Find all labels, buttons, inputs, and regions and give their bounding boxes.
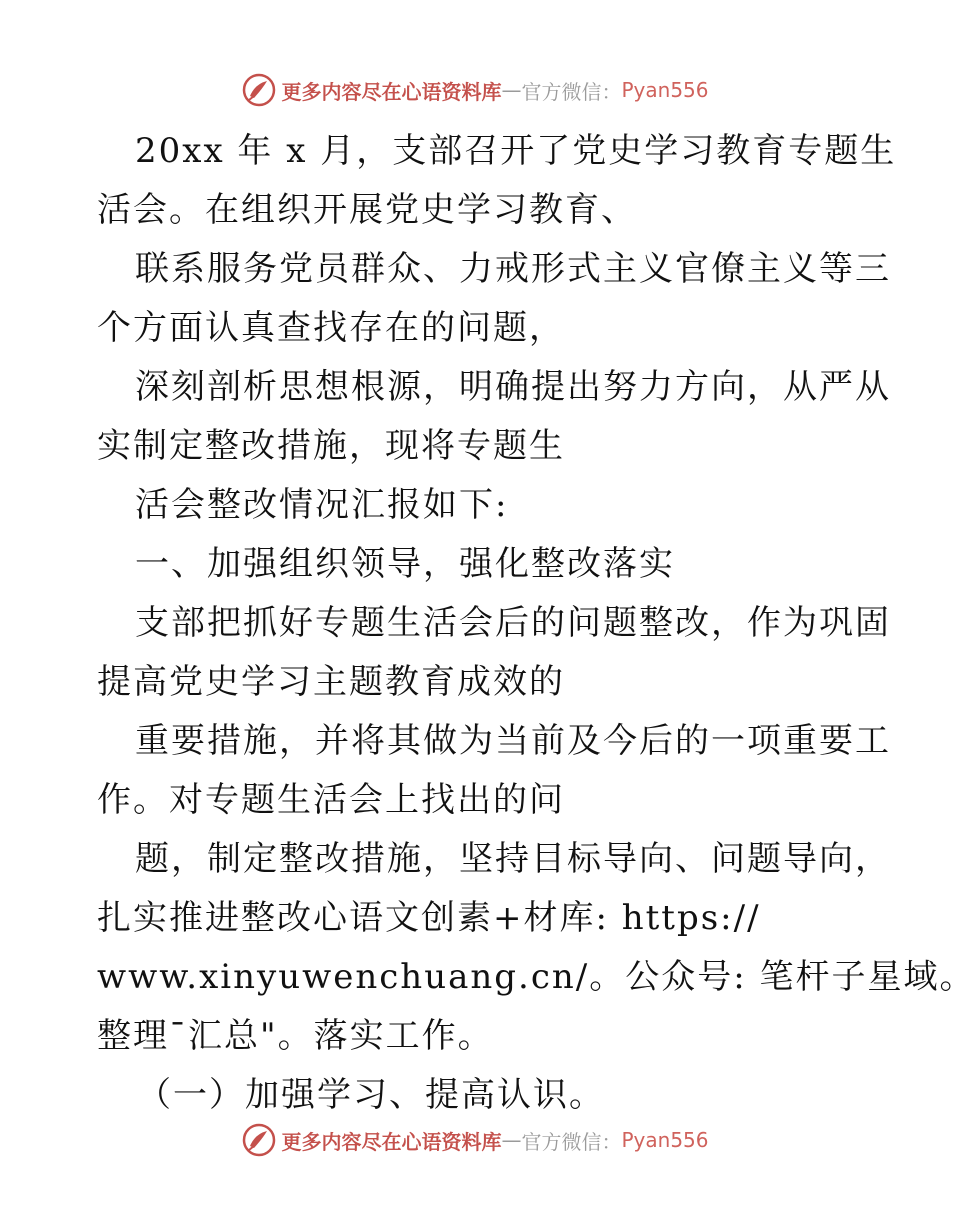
document-body (97, 122, 976, 1125)
banner-official-text: 官方微信： (521, 1129, 622, 1154)
body-line: 作。对专题生活会上找出的问 (97, 780, 565, 820)
body-line: 整理¯汇总"。落实工作。 (97, 1016, 494, 1056)
banner-main-text: 更多内容尽在心语资料库 (281, 1129, 502, 1154)
body-line: 活会整改情况汇报如下: (135, 485, 509, 525)
body-line: 支部把抓好专题生活会后的问题整改，作为巩固 (135, 603, 891, 643)
section-heading: 一、加强组织领导，强化整改落实 (135, 544, 675, 584)
banner-dash: — (501, 78, 522, 102)
footer-banner (0, 1118, 950, 1162)
header-banner (0, 68, 950, 112)
banner-dash: — (501, 1128, 522, 1152)
body-line: 个方面认真查找存在的问题， (97, 308, 565, 348)
body-line: 活会。在组织开展党史学习教育、 (97, 190, 637, 230)
banner-main-text: 更多内容尽在心语资料库 (281, 79, 502, 104)
subsection-heading: （一）加强学习、提高认识。 (137, 1075, 605, 1115)
body-line: 深刻剖析思想根源，明确提出努力方向，从严从 (135, 367, 891, 407)
pen-logo-icon (241, 1122, 277, 1158)
body-line: 题，制定整改措施，坚持目标导向、问题导向， (135, 839, 891, 879)
pen-logo-icon (241, 72, 277, 108)
body-line: 重要措施，并将其做为当前及今后的一项重要工 (135, 721, 891, 761)
body-line: 实制定整改措施，现将专题生 (97, 426, 565, 466)
body-line: 联系服务党员群众、力戒形式主义官僚主义等三 (135, 249, 891, 289)
banner-official-text: 官方微信： (521, 79, 622, 104)
banner-wechat-id: Pyan556 (621, 78, 709, 102)
body-line: 20xx 年 x 月，支部召开了党史学习教育专题生 (135, 131, 897, 171)
body-line: 扎实推进整改心语文创素+材库: https:// (97, 898, 761, 938)
body-line: www.xinyuwenchuang.cn/。公众号: 笔杆子星域。 (97, 957, 976, 997)
body-line: 提高党史学习主题教育成效的 (97, 662, 565, 702)
banner-wechat-id: Pyan556 (621, 1128, 709, 1152)
